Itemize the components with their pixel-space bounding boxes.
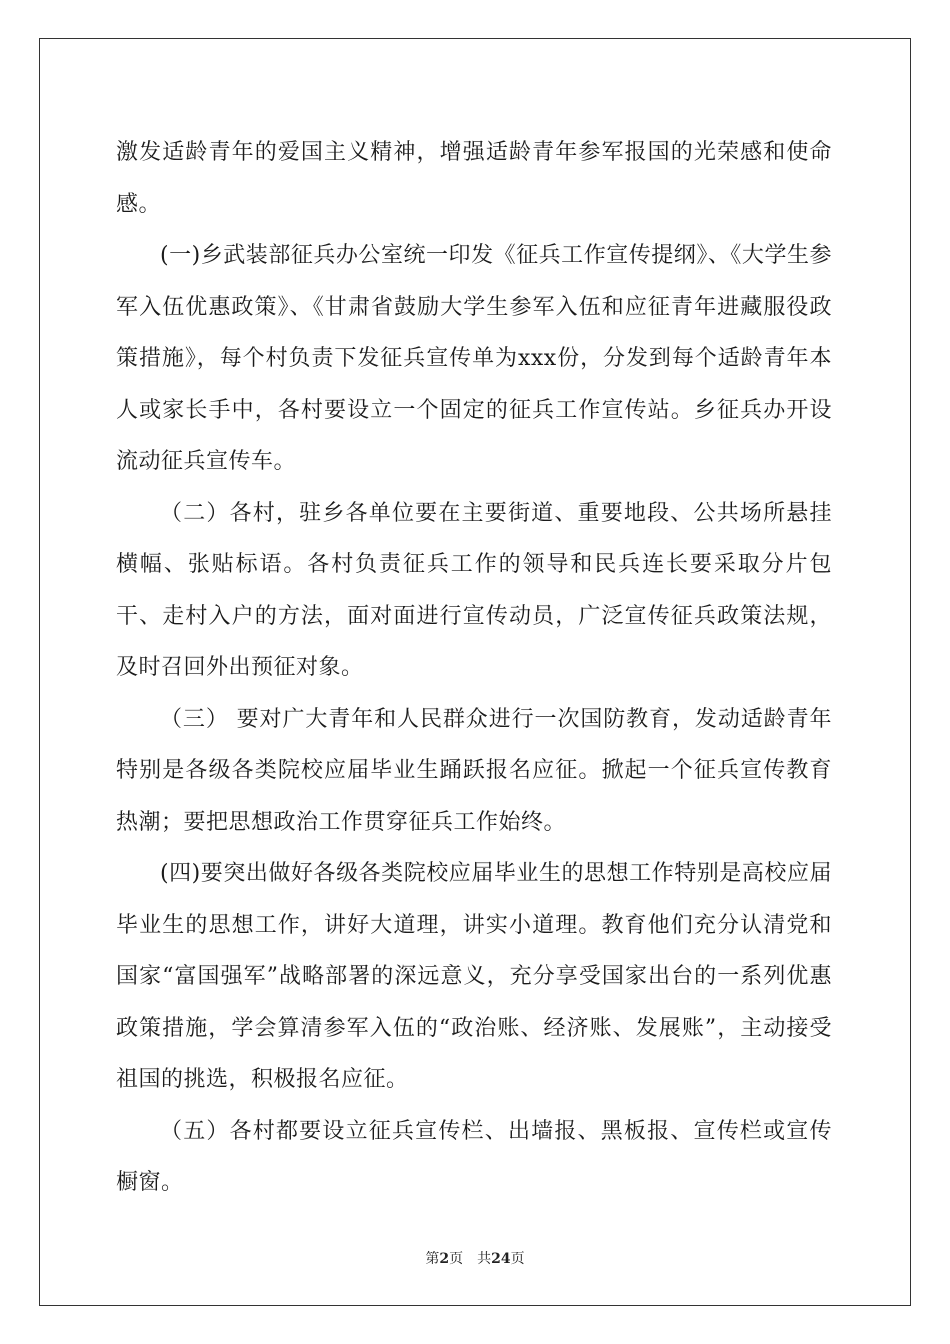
paragraph-item-5: （五）各村都要设立征兵宣传栏、出墙报、黑板报、宣传栏或宣传橱窗。 bbox=[116, 1118, 832, 1195]
footer-page-suffix: 页 bbox=[449, 1251, 464, 1267]
current-page-number: 2 bbox=[439, 1251, 450, 1267]
total-pages-number: 24 bbox=[491, 1251, 511, 1267]
footer-total-prefix: 共 bbox=[477, 1251, 492, 1267]
footer-prefix: 第 bbox=[425, 1251, 440, 1267]
paragraph-item-4: (四)要突出做好各级各类院校应届毕业生的思想工作特别是高校应届毕业生的思想工作，讲好大道理，讲实小道理。教育他们充分认清党和国家“富国强军”战略部署的深远意义，充分享受国家出台的一系列优惠政策措施，学会算清参军入伍的“政治账、经济账、发展账”，主动接受祖国的挑选，积极报名应征。 bbox=[116, 861, 832, 1092]
paragraph-item-3: （三） 要对广大青年和人民群众进行一次国防教育，发动适龄青年特别是各级各类院校应届毕业生踊跃报名应征。掀起一个征兵宣传教育热潮；要把思想政治工作贯穿征兵工作始终。 bbox=[116, 706, 832, 835]
paragraph-item-2: （二）各村，驻乡各单位要在主要街道、重要地段、公共场所悬挂横幅、张贴标语。各村负责征兵工作的领导和民兵连长要采取分片包干、走村入户的方法，面对面进行宣传动员，广泛宣传征兵政策法规，及时召回外出预征对象。 bbox=[116, 500, 832, 680]
footer-total-suffix: 页 bbox=[510, 1251, 525, 1267]
page-footer bbox=[0, 1248, 950, 1268]
document-body bbox=[116, 127, 832, 1209]
paragraph-continuation: 激发适龄青年的爱国主义精神，增强适龄青年参军报国的光荣感和使命感。 bbox=[116, 140, 832, 217]
paragraph-item-1: (一)乡武装部征兵办公室统一印发《征兵工作宣传提纲》、《大学生参军入伍优惠政策》、《甘肃省鼓励大学生参军入伍和应征青年进藏服役政策措施》，每个村负责下发征兵宣传单为xxx份，分发到每个适龄青年本人或家长手中，各村要设立一个固定的征兵工作宣传站。乡征兵办开设流动征兵宣传车。 bbox=[116, 243, 832, 474]
